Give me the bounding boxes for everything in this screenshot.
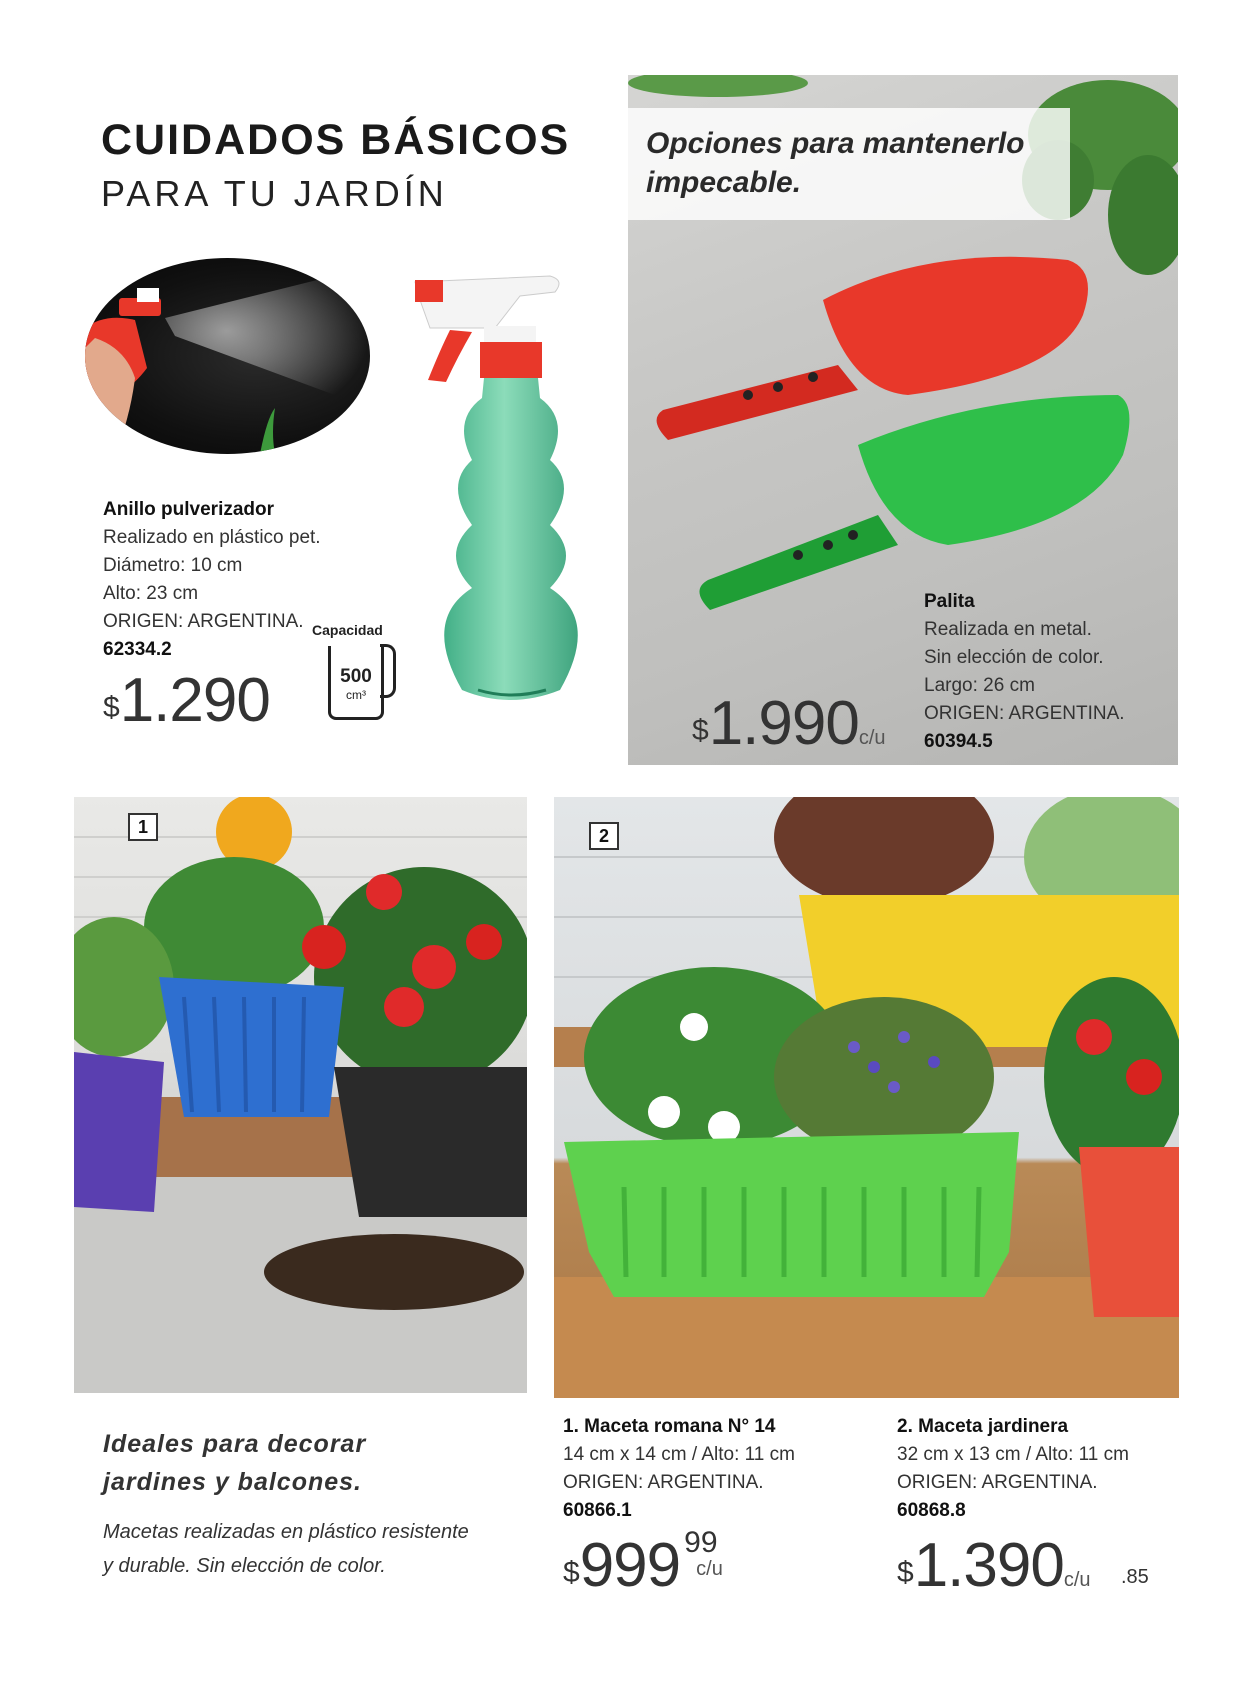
- pots-note: [103, 1515, 469, 1583]
- pot-2-name: 2. Maceta jardinera: [897, 1416, 1069, 1437]
- tagline-line: impecable.: [646, 166, 802, 199]
- photo-badge: 1: [128, 813, 158, 841]
- pot-1-code: 60866.1: [563, 1500, 632, 1521]
- spray-mist-image: [85, 258, 370, 454]
- pot-2-description: [897, 1413, 1129, 1525]
- note-line: Macetas realizadas en plástico resistente: [103, 1521, 469, 1543]
- pot-1-description: [563, 1413, 795, 1525]
- price-unit: c/u: [858, 727, 886, 749]
- currency-symbol: $: [563, 1556, 580, 1589]
- pots-headline: [103, 1425, 366, 1501]
- shovel-name: Palita: [924, 591, 975, 612]
- shovel-line: Realizada en metal.: [924, 619, 1092, 640]
- shovel-line: Largo: 26 cm: [924, 675, 1035, 696]
- price-amount: 1.390: [913, 1531, 1064, 1600]
- note-line: y durable. Sin elección de color.: [103, 1555, 386, 1577]
- sprayer-code: 62334.2: [103, 639, 172, 660]
- pot-1-size: 14 cm x 14 cm / Alto: 11 cm: [563, 1444, 795, 1465]
- headline-line: Ideales para decorar: [103, 1430, 367, 1458]
- sprayer-name: Anillo pulverizador: [103, 499, 275, 520]
- pot-2-code: 60868.8: [897, 1500, 966, 1521]
- tagline-line: Opciones para mantenerlo: [646, 127, 1025, 160]
- pot-2-size: 32 cm x 13 cm / Alto: 11 cm: [897, 1444, 1129, 1465]
- photo-badge: 2: [589, 822, 619, 850]
- pot-1-origin: ORIGEN: ARGENTINA.: [563, 1472, 764, 1493]
- currency-symbol: $: [692, 714, 709, 747]
- pot-2-origin: ORIGEN: ARGENTINA.: [897, 1472, 1098, 1493]
- sprayer-line: Realizado en plástico pet.: [103, 527, 321, 548]
- spray-bottle-image: [400, 270, 600, 740]
- price-amount: 1.290: [119, 666, 270, 735]
- page-title: CUIDADOS BÁSICOS: [101, 116, 571, 164]
- pot-1-price: [563, 1526, 723, 1601]
- capacity-unit: cm³: [346, 688, 366, 702]
- capacity-badge: [312, 622, 398, 726]
- shovel-description: [924, 588, 1125, 756]
- price-amount: 999: [579, 1531, 681, 1600]
- currency-symbol: $: [897, 1556, 914, 1589]
- shovel-price: [692, 688, 886, 759]
- price-amount: 1.990: [708, 689, 859, 758]
- currency-symbol: $: [103, 691, 120, 724]
- price-unit: c/u: [696, 1558, 723, 1580]
- sprayer-description: [103, 496, 321, 664]
- headline-line: jardines y balcones.: [103, 1468, 362, 1496]
- shovel-line: ORIGEN: ARGENTINA.: [924, 703, 1125, 724]
- capacity-label: Capacidad: [312, 622, 383, 638]
- sprayer-line: Diámetro: 10 cm: [103, 555, 243, 576]
- page-number: .85: [1121, 1566, 1149, 1588]
- price-unit: c/u: [1063, 1569, 1091, 1591]
- cup-handle-icon: [380, 644, 396, 698]
- pots-image-1: [74, 797, 527, 1393]
- sprayer-line: ORIGEN: ARGENTINA.: [103, 611, 304, 632]
- shovel-code: 60394.5: [924, 731, 993, 752]
- capacity-value: 500: [340, 666, 372, 687]
- spray-mist-photo: [85, 258, 370, 454]
- pots-photo-2: [554, 797, 1179, 1398]
- sprayer-line: Alto: 23 cm: [103, 583, 199, 604]
- page-subtitle: PARA TU JARDÍN: [101, 173, 448, 214]
- sprayer-price: [103, 665, 270, 736]
- price-cents: 99: [684, 1526, 718, 1559]
- shovel-line: Sin elección de color.: [924, 647, 1104, 668]
- pots-image-2: [554, 797, 1179, 1398]
- pots-photo-1: [74, 797, 527, 1393]
- pot-2-price: [897, 1530, 1091, 1601]
- pot-1-name: 1. Maceta romana N° 14: [563, 1416, 776, 1437]
- shovel-tagline: [646, 124, 1024, 202]
